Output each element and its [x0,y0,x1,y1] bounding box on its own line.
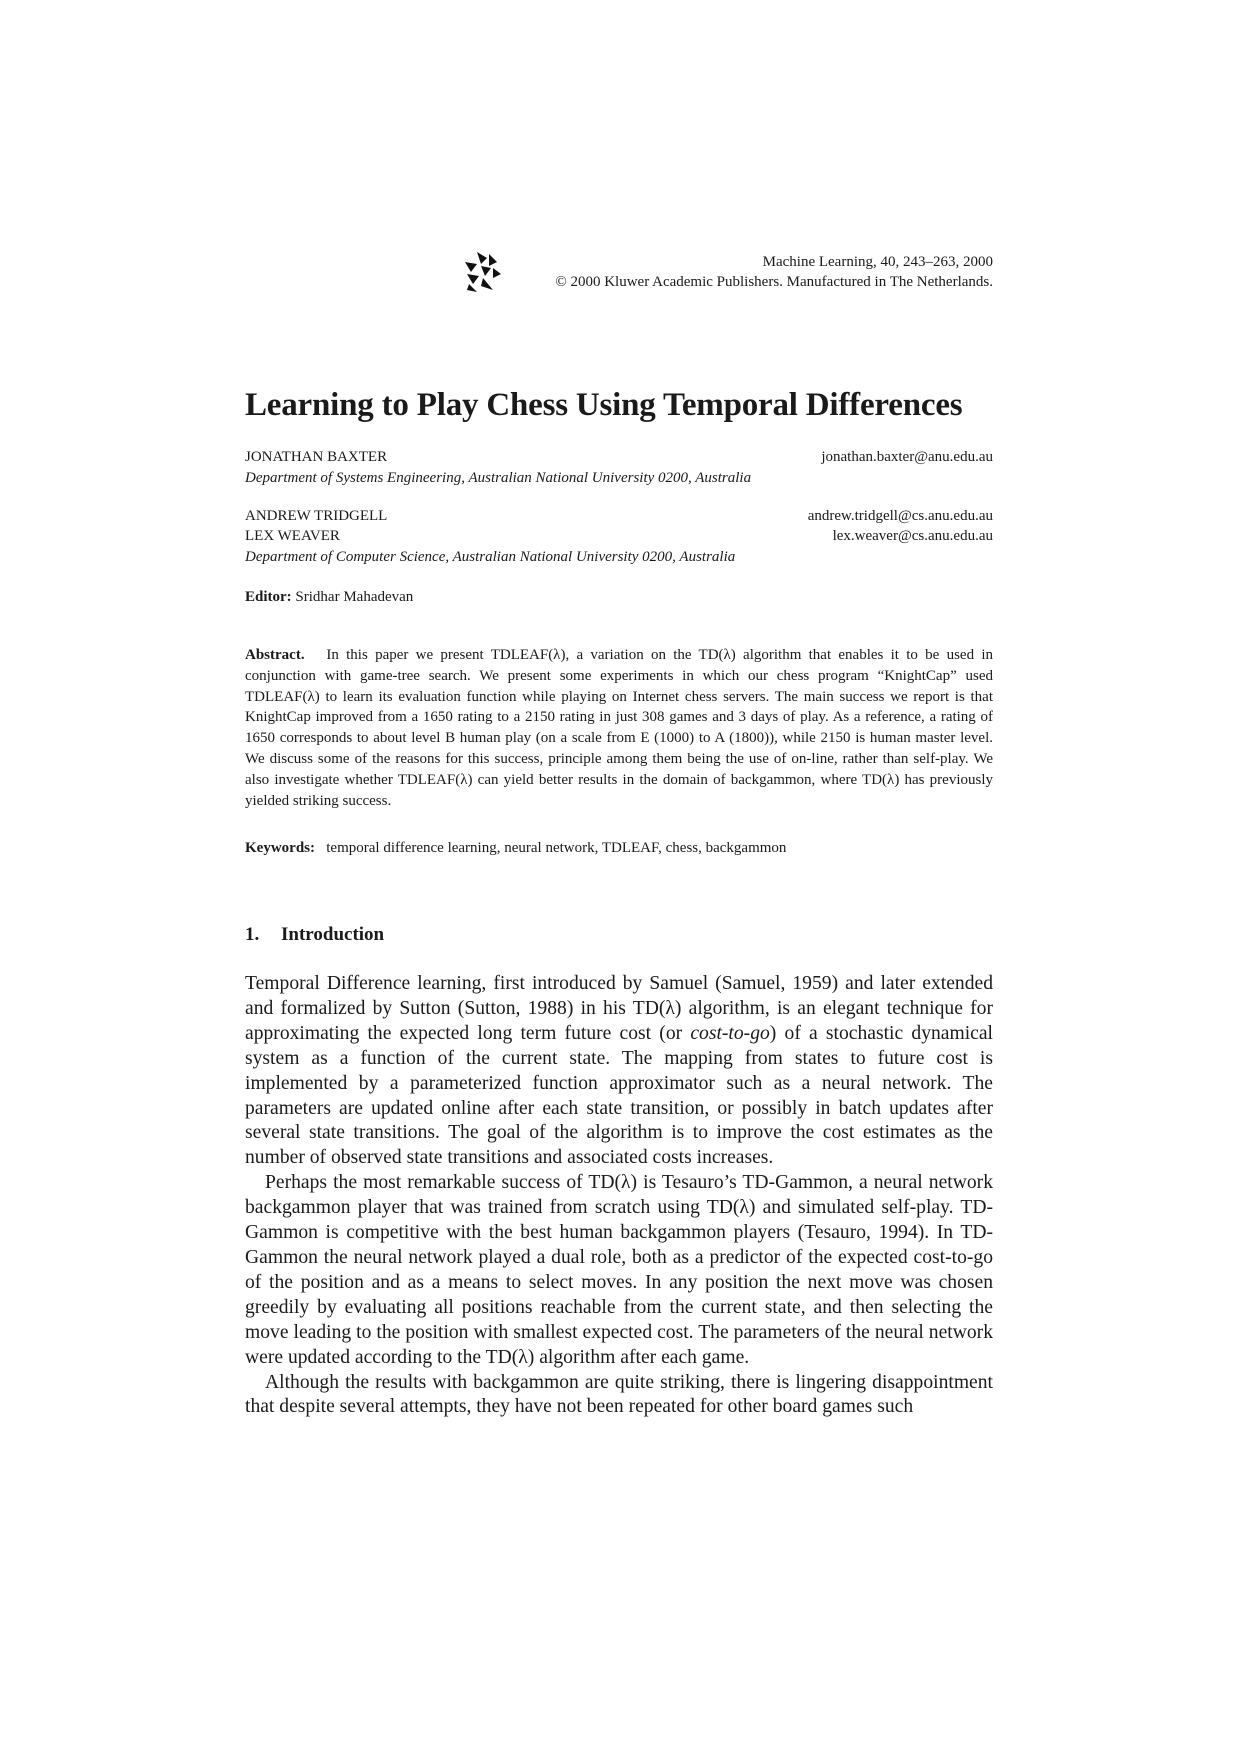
author-row-2 [245,506,993,526]
editor-name: Sridhar Mahadevan [295,589,414,605]
paper-title: Learning to Play Chess Using Temporal Differences [245,387,963,423]
paragraph-3: Although the results with backgammon are quite striking, there is lingering disappointment that despite several attempts, they have not been repeated for other board games such [245,1371,993,1418]
author-name: JONATHAN BAXTER [245,449,388,465]
author-email: lex.weaver@cs.anu.edu.au [832,528,993,544]
author-email: jonathan.baxter@anu.edu.au [821,449,993,465]
journal-header [455,250,993,296]
keywords [245,838,993,858]
affiliation-1: Department of Systems Engineering, Australian National University 0200, Australia [245,470,752,486]
section-heading [245,922,384,948]
affiliation-2: Department of Computer Science, Australian National University 0200, Australia [245,549,736,565]
editor-line [245,587,413,607]
publisher-logo-icon [463,250,503,292]
keywords-label: Keywords: [245,840,315,856]
abstract-label: Abstract. [245,647,305,663]
author-email: andrew.tridgell@cs.anu.edu.au [807,508,993,524]
journal-citation: Machine Learning, 40, 243–263, 2000 [762,254,993,270]
abstract [245,645,993,811]
copyright-notice: © 2000 Kluwer Academic Publishers. Manufactured in The Netherlands. [555,274,993,290]
editor-label: Editor: [245,589,292,605]
section-title: Introduction [281,924,385,945]
keywords-text: temporal difference learning, neural network, TDLEAF, chess, backgammon [326,840,787,856]
paragraph-1 [245,972,993,1171]
body-text [245,972,993,1420]
author-name: LEX WEAVER [245,528,340,544]
paragraph-2: Perhaps the most remarkable success of TD(λ) is Tesauro’s TD-Gammon, a neural network backgammon player that was trained from scratch using TD(λ) and simulated self-play. TD-Gammon is competitive with the best human backgammon players (Tesauro, 1994). In TD-Gammon the neural network played a dual role, both as a predictor of the expected cost-to-go of the position and as a means to select moves. In any position the next move was chosen greedily by evaluating all positions reachable from the current state, and then selecting the move leading to the position with smallest expected cost. The parameters of the neural network were updated according to the TD(λ) algorithm after each game. [245,1172,993,1368]
abstract-text: In this paper we present TDLEAF(λ), a variation on the TD(λ) algorithm that enables it to be used in conjunction with game-tree search. We present some experiments in which our chess program “KnightCap” used TDLEAF(λ) to learn its evaluation function while playing on Internet chess servers. The main success we report is that KnightCap improved from a 1650 rating to a 2150 rating in just 308 games and 3 days of play. As a reference, a rating of 1650 corresponds to about level B human play (on a scale from E (1000) to A (1800)), while 2150 is human master level. We discuss some of the reasons for this success, principle among them being the use of on-line, rather than self-play. We also investigate whether TDLEAF(λ) can yield better results in the domain of backgammon, where TD(λ) has previously yielded striking success. [245,647,994,809]
author-row-3 [245,526,993,546]
paragraph-text: Temporal Difference learning, first introduced by Samuel (Samuel, 1959) and later extended and formalized by Sutton (Sutton, 1988) in his TD(λ) algorithm, is an elegant technique for approximating the expected long term future cost (or [245,973,993,1044]
emphasis-text: cost-to-go [690,1022,770,1044]
paragraph-text: ) of a stochastic dynamical system as a function of the current state. The mapping from states to future cost is implemented by a parameterized function approximator such as a neural network. The parameters are updated online after each state transition, or possibly in batch updates after several state transitions. The goal of the algorithm is to improve the cost estimates as the number of observed state transitions and associated costs increases. [245,1022,994,1169]
author-row-1 [245,447,993,467]
section-number: 1. [245,924,260,945]
author-name: ANDREW TRIDGELL [245,508,388,524]
